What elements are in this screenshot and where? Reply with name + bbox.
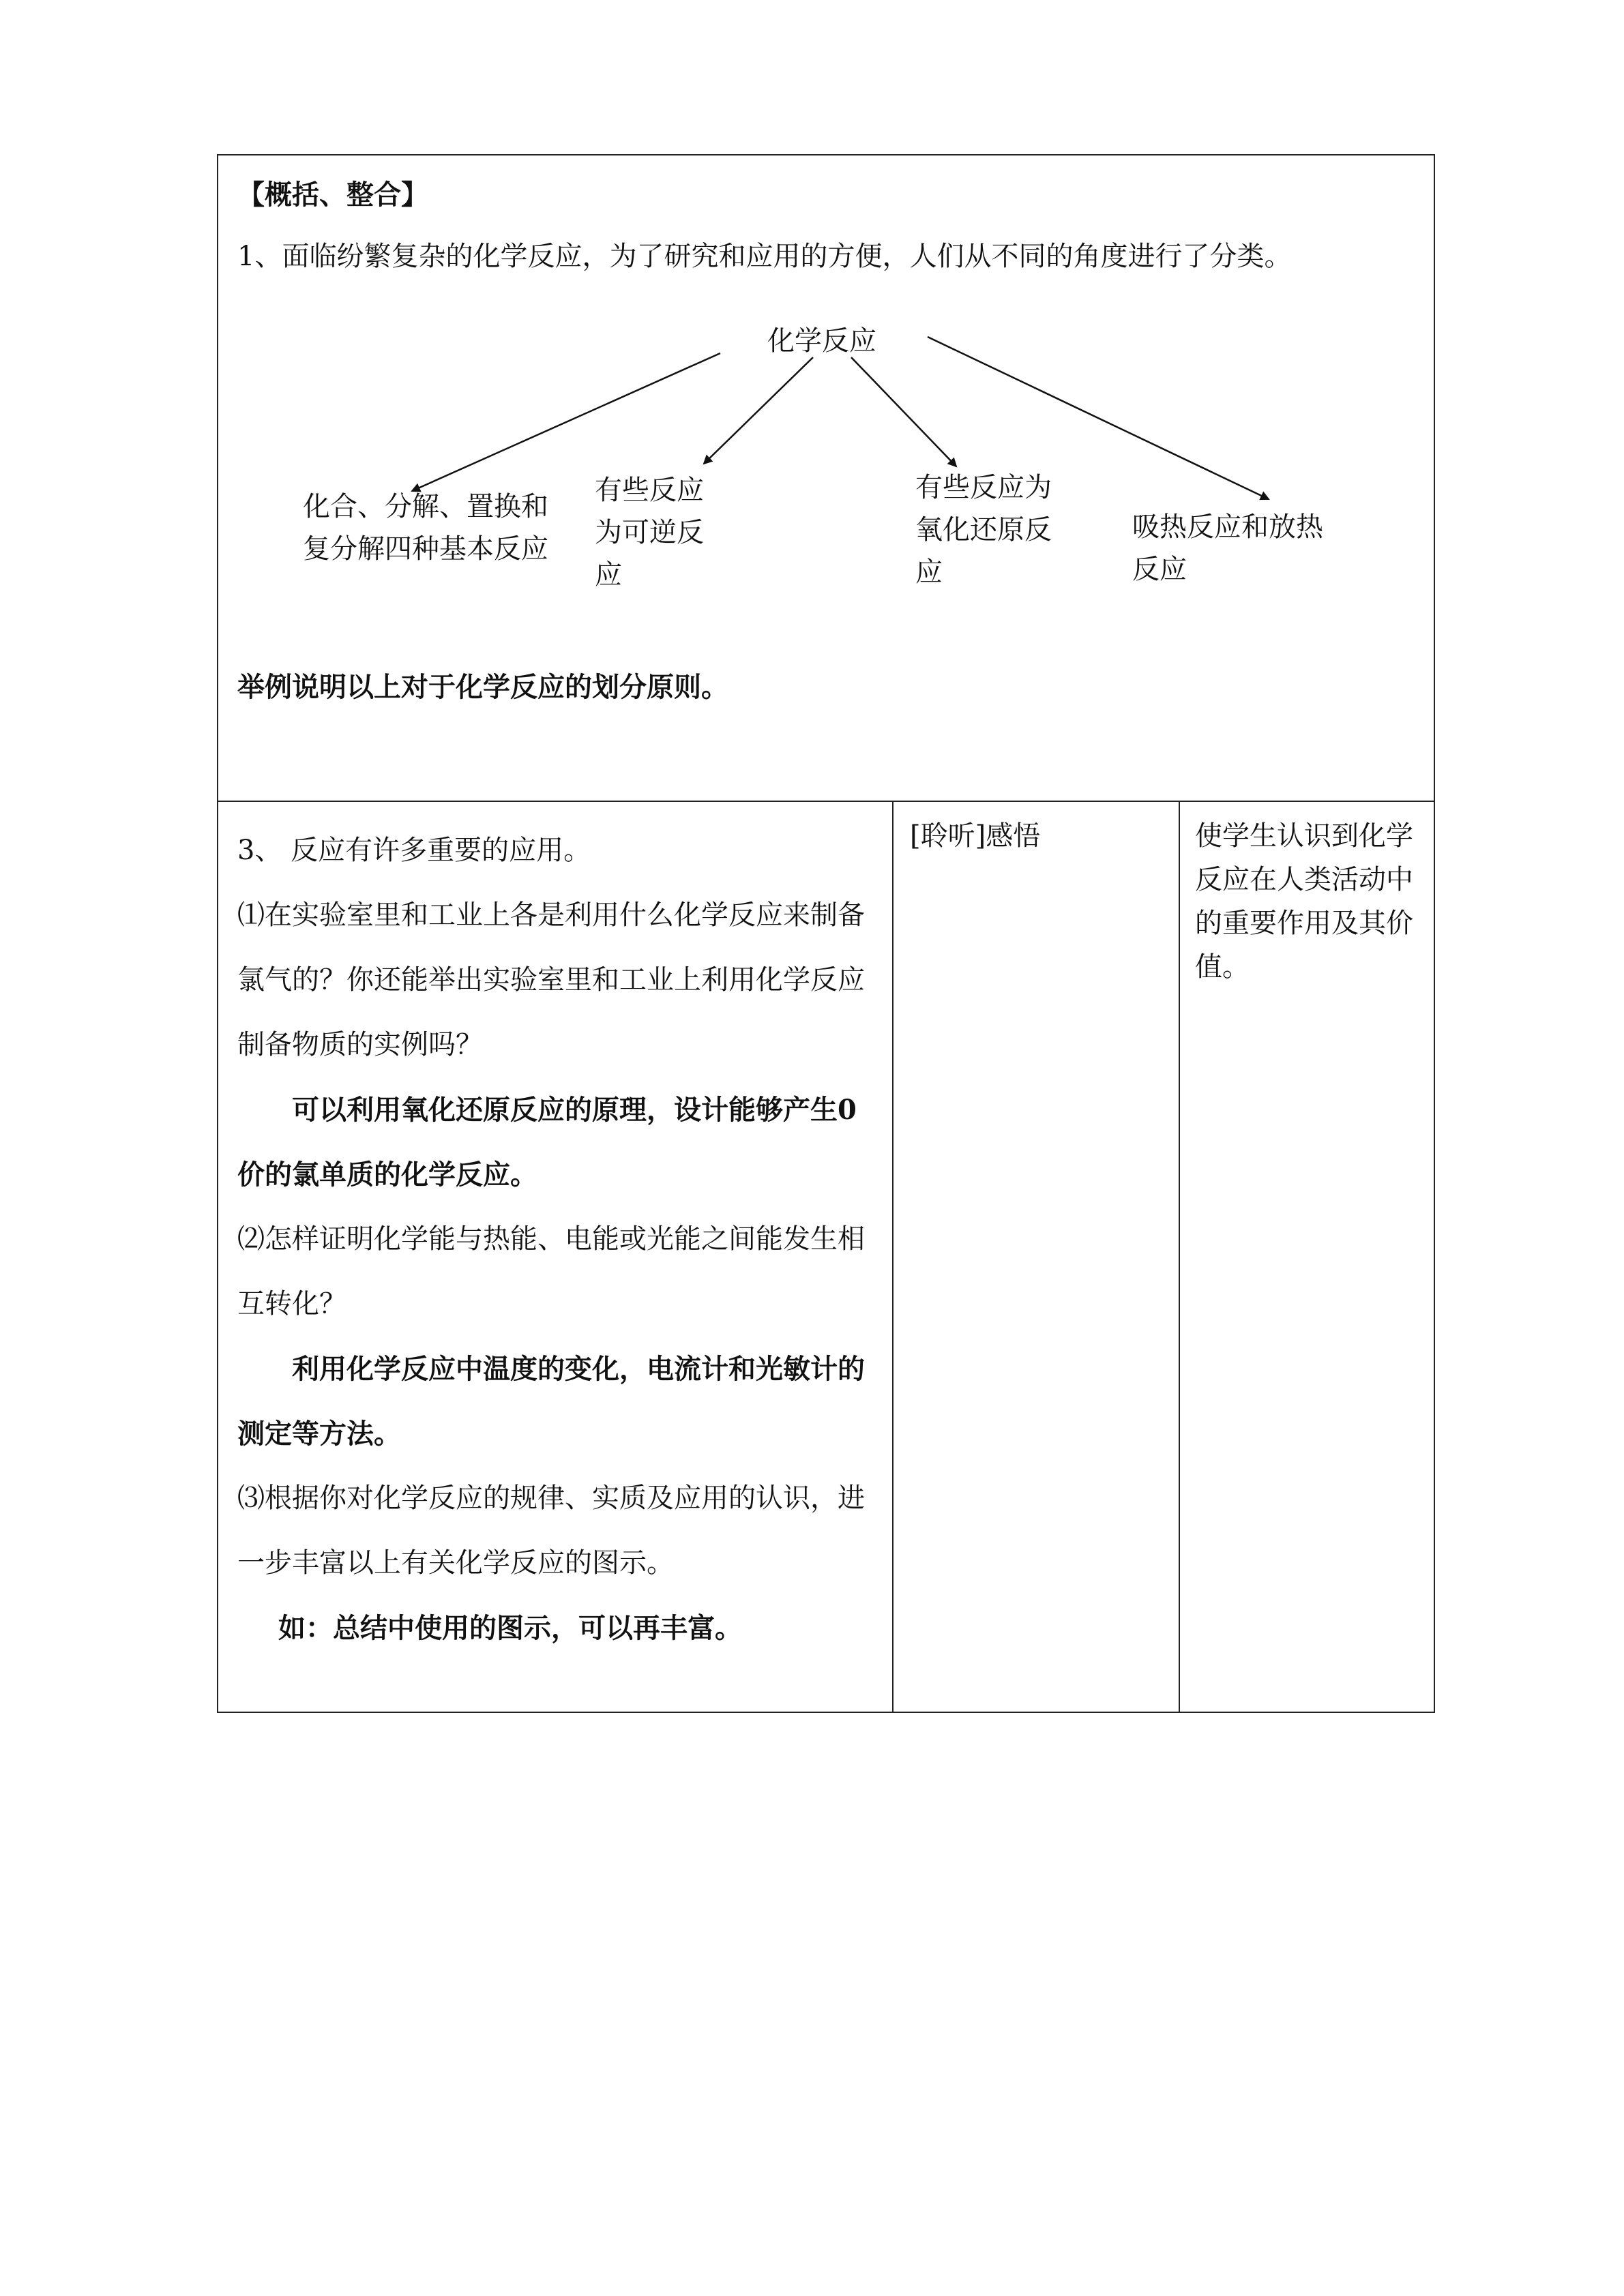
- design-purpose: 使学生认识到化学反应在人类活动中的重要作用及其价值。: [1195, 820, 1413, 983]
- section3-title: 3、 反应有许多重要的应用。: [237, 835, 591, 866]
- summary-cell: [218, 155, 1434, 801]
- content-cell: [218, 801, 893, 1712]
- summary-intro: 1、面临纷繁复杂的化学反应，为了研究和应用的方便，人们从不同的角度进行了分类。: [237, 241, 1292, 272]
- purpose-cell: [1179, 801, 1434, 1712]
- answer-2: 利用化学反应中温度的变化，电流计和光敏计的测定等方法。: [237, 1353, 865, 1450]
- arrow-to-reversible: [704, 357, 813, 464]
- question-2: ⑵怎样证明化学能与热能、电能或光能之间能发生相互转化？: [237, 1223, 865, 1320]
- branch-reversible: 有些反应为可逆反应: [595, 475, 704, 591]
- question-1: ⑴在实验室里和工业上各是利用什么化学反应来制备氯气的？你还能举出实验室里和工业上利用化学反应制备物质的实例吗？: [237, 899, 865, 1060]
- question-3: ⑶根据你对化学反应的规律、实质及应用的认识，进一步丰富以上有关化学反应的图示。: [237, 1482, 865, 1579]
- branch-basic-reactions: 化合、分解、置换和复分解四种基本反应: [303, 491, 548, 565]
- diagram-root-node: 化学反应: [767, 325, 876, 357]
- branch-thermal: 吸热反应和放热反应: [1132, 511, 1323, 585]
- branch-redox: 有些反应为氧化还原反应: [915, 472, 1052, 588]
- arrow-to-redox: [851, 357, 956, 466]
- answer-3: 如：总结中使用的图示，可以再丰富。: [278, 1612, 742, 1644]
- activity-cell: [893, 801, 1179, 1712]
- summary-question: 举例说明以上对于化学反应的划分原则。: [237, 671, 728, 703]
- summary-heading: 【概括、整合】: [237, 179, 428, 211]
- lesson-table: [217, 154, 1435, 1713]
- student-activity: [聆听]感悟: [910, 820, 1041, 852]
- answer-1: 可以利用氧化还原反应的原理，设计能够产生0价的氯单质的化学反应。: [237, 1094, 857, 1191]
